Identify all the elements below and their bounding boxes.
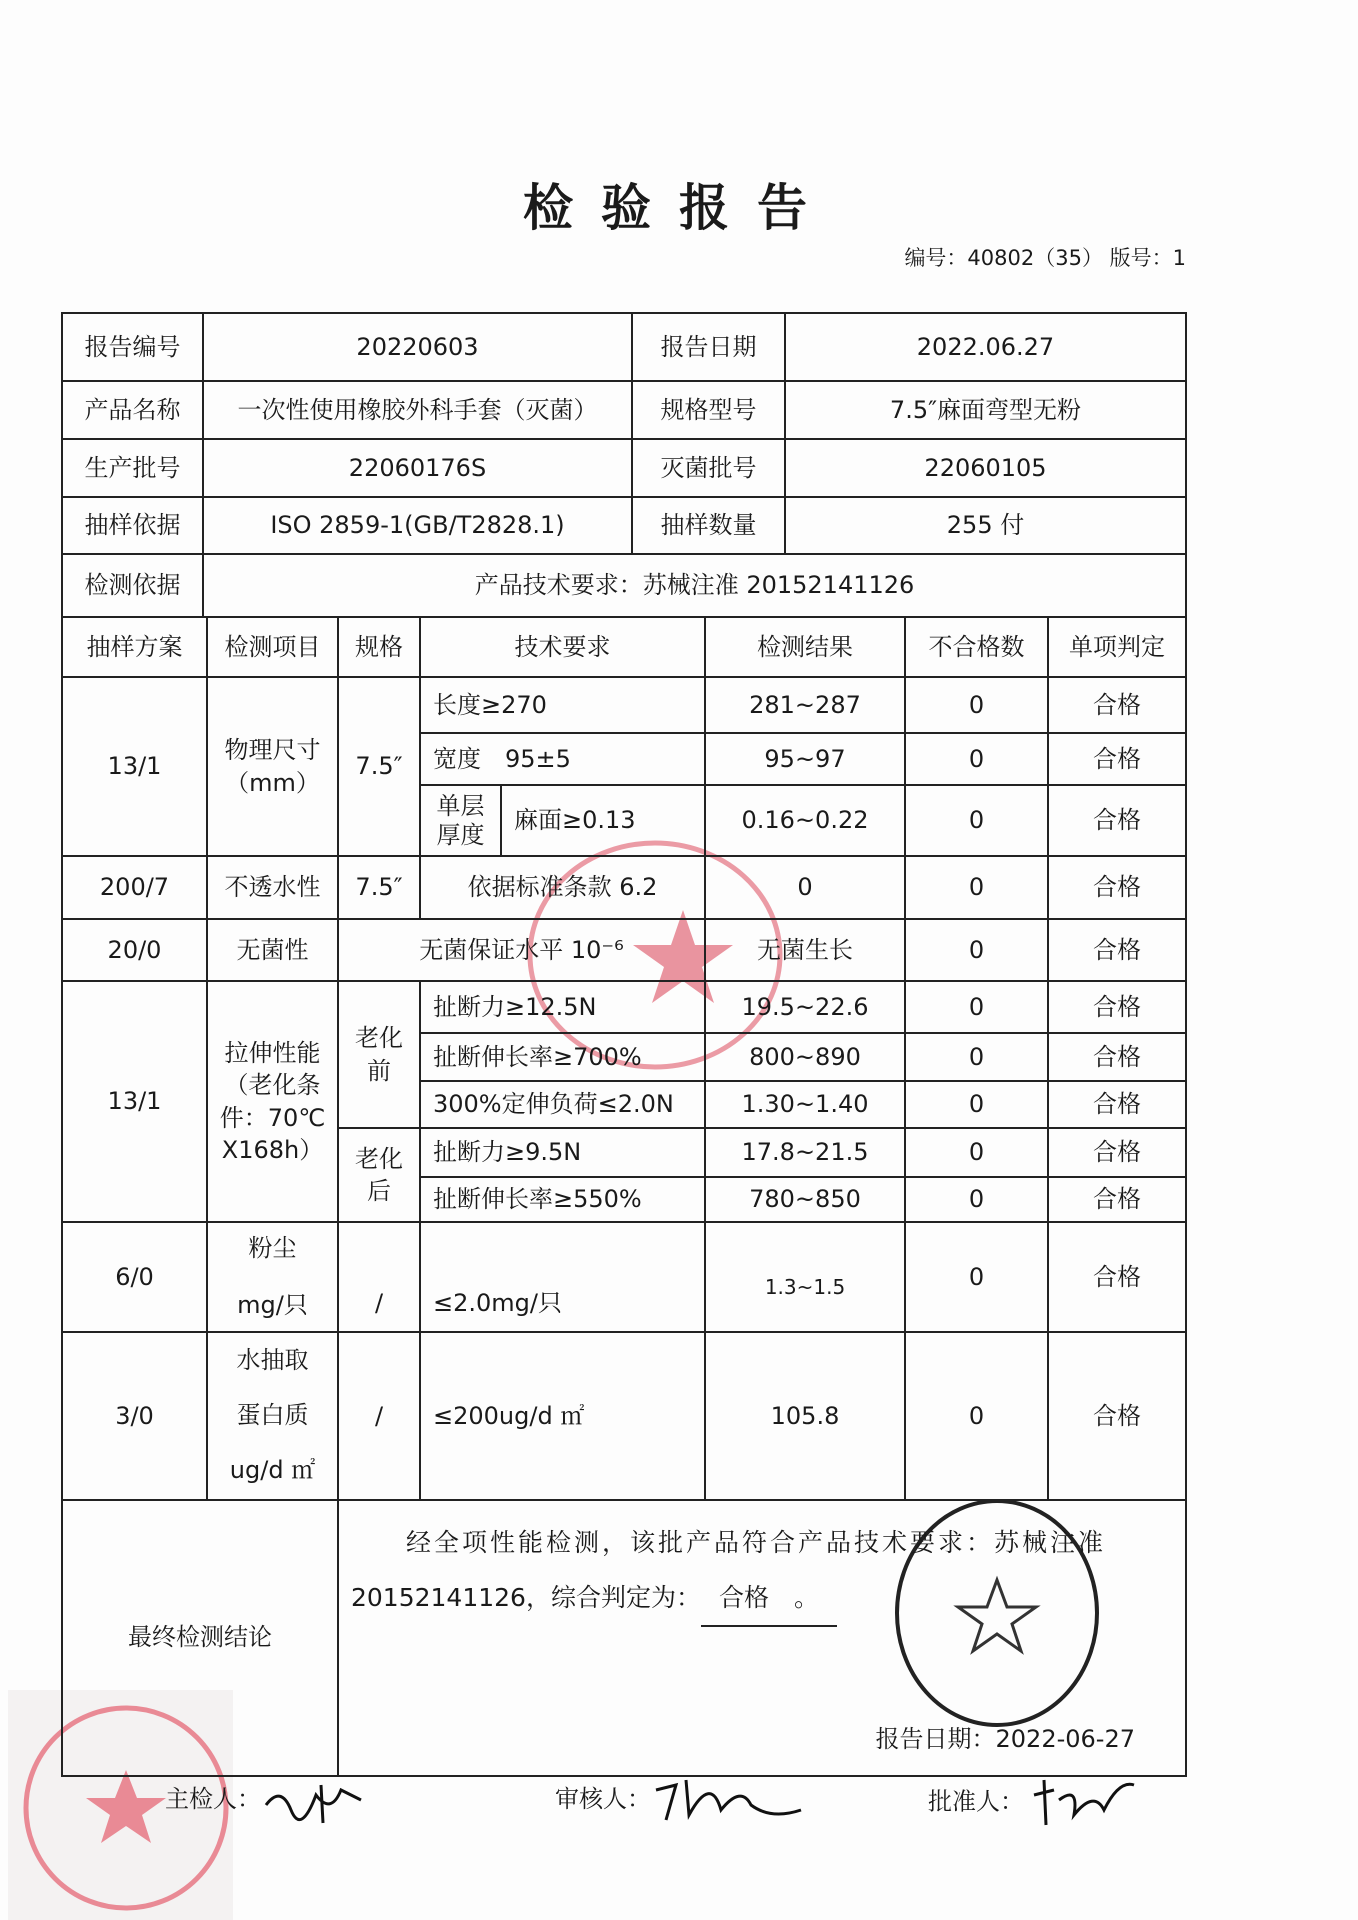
- req: 扯断力≥9.5N: [420, 1128, 705, 1177]
- spec: /: [338, 1332, 420, 1500]
- verdict: 合格: [1048, 1081, 1186, 1128]
- basis-value: 产品技术要求：苏械注准 20152141126: [203, 554, 1186, 617]
- inspector-label: 主检人：: [165, 1785, 261, 1813]
- result: 无菌生长: [705, 919, 905, 981]
- table-row: [62, 677, 1186, 733]
- item: 不透水性: [207, 856, 338, 919]
- field-value: ISO 2859-1(GB/T2828.1): [203, 497, 632, 554]
- req: 宽度 95±5: [420, 733, 705, 785]
- field-value: 7.5″麻面弯型无粉: [785, 381, 1186, 439]
- result: 95~97: [705, 733, 905, 785]
- conclusion-line2: [351, 1570, 1177, 1627]
- header-row: [62, 381, 1186, 439]
- table-row: [62, 1332, 1186, 1500]
- col-result: 检测结果: [705, 617, 905, 677]
- field-label: 生产批号: [62, 439, 203, 497]
- result: 0.16~0.22: [705, 785, 905, 856]
- aging-before: 老化 前: [338, 981, 420, 1128]
- field-label: 报告编号: [62, 313, 203, 381]
- result: 1.3~1.5: [705, 1222, 905, 1332]
- col-req: 技术要求: [420, 617, 705, 677]
- item: 无菌性: [207, 919, 338, 981]
- reviewer-label: 审核人：: [555, 1785, 651, 1813]
- conclusion-label: 最终检测结论: [62, 1500, 338, 1776]
- field-label: 抽样数量: [632, 497, 785, 554]
- fail: 0: [905, 1332, 1048, 1500]
- plan: 20/0: [62, 919, 207, 981]
- conclusion-line1: 经全项性能检测，该批产品符合产品技术要求：苏械注准: [406, 1527, 1107, 1557]
- req: 无菌保证水平 10⁻⁶: [338, 919, 705, 981]
- req: 扯断伸长率≥700%: [420, 1033, 705, 1081]
- fail: 0: [905, 785, 1048, 856]
- plan: 13/1: [62, 677, 207, 856]
- table-row: [62, 981, 1186, 1033]
- plan: 3/0: [62, 1332, 207, 1500]
- approver-signature: [928, 1775, 1144, 1830]
- fail: 0: [905, 1222, 1048, 1332]
- report-title: 检验报告: [523, 178, 835, 237]
- item: 水抽取 蛋白质 ug/d ㎡: [207, 1332, 338, 1500]
- result: 1.30~1.40: [705, 1081, 905, 1128]
- spec: 7.5″: [338, 677, 420, 856]
- field-value: 2022.06.27: [785, 313, 1186, 381]
- verdict: 合格: [1048, 1222, 1186, 1332]
- final-verdict: [701, 1570, 837, 1627]
- verdict: 合格: [1048, 919, 1186, 981]
- result: 0: [705, 856, 905, 919]
- verdict: 合格: [1048, 677, 1186, 733]
- field-value: 22060105: [785, 439, 1186, 497]
- col-fail: 不合格数: [905, 617, 1048, 677]
- verdict: 合格: [1048, 1332, 1186, 1500]
- fail: 0: [905, 1177, 1048, 1222]
- verdict: 合格: [1048, 733, 1186, 785]
- table-row: [62, 1222, 1186, 1332]
- req: 扯断力≥12.5N: [420, 981, 705, 1033]
- verdict: 合格: [1048, 856, 1186, 919]
- req: ≤2.0mg/只: [420, 1222, 705, 1332]
- result: 19.5~22.6: [705, 981, 905, 1033]
- field-label: 报告日期: [632, 313, 785, 381]
- header-row: [62, 439, 1186, 497]
- plan: 6/0: [62, 1222, 207, 1332]
- inspector-signature: [165, 1775, 371, 1825]
- approver-signature-mark: [1024, 1775, 1144, 1830]
- result: 105.8: [705, 1332, 905, 1500]
- fail: 0: [905, 919, 1048, 981]
- field-label: 产品名称: [62, 381, 203, 439]
- req: 长度≥270: [420, 677, 705, 733]
- field-value: 一次性使用橡胶外科手套（灭菌）: [203, 381, 632, 439]
- document-number: 编号：40802（35） 版号：1: [904, 246, 1186, 270]
- field-label: 灭菌批号: [632, 439, 785, 497]
- aging-after: 老化 后: [338, 1128, 420, 1222]
- inspector-signature-mark: [261, 1775, 371, 1825]
- verdict-end: 。: [794, 1582, 820, 1612]
- fail: 0: [905, 856, 1048, 919]
- col-spec: 规格: [338, 617, 420, 677]
- fail: 0: [905, 677, 1048, 733]
- item: 拉伸性能 （老化条 件：70℃ X168h）: [207, 981, 338, 1222]
- test-results-table: [61, 616, 1187, 1777]
- fail: 0: [905, 1081, 1048, 1128]
- verdict-text: 合格: [718, 1582, 769, 1612]
- result: 281~287: [705, 677, 905, 733]
- req: ≤200ug/d ㎡: [420, 1332, 705, 1500]
- conclusion-text: [338, 1500, 1186, 1776]
- result: 780~850: [705, 1177, 905, 1222]
- fail: 0: [905, 1128, 1048, 1177]
- fail: 0: [905, 733, 1048, 785]
- report-date: 报告日期：2022-06-27: [875, 1724, 1135, 1753]
- table-row: [62, 856, 1186, 919]
- fail: 0: [905, 1033, 1048, 1081]
- conclusion-prefix: 20152141126，综合判定为：: [351, 1582, 701, 1612]
- reviewer-signature: [555, 1775, 811, 1825]
- verdict: 合格: [1048, 785, 1186, 856]
- reviewer-signature-mark: [651, 1775, 811, 1825]
- col-plan: 抽样方案: [62, 617, 207, 677]
- req: 麻面≥0.13: [501, 785, 705, 856]
- fail: 0: [905, 981, 1048, 1033]
- conclusion-row: [62, 1500, 1186, 1776]
- field-value: 255 付: [785, 497, 1186, 554]
- header-row: [62, 313, 1186, 381]
- spec: 7.5″: [338, 856, 420, 919]
- field-label: 规格型号: [632, 381, 785, 439]
- verdict: 合格: [1048, 1177, 1186, 1222]
- approver-label: 批准人：: [928, 1787, 1024, 1816]
- verdict: 合格: [1048, 1033, 1186, 1081]
- spec: /: [338, 1222, 420, 1332]
- item: 物理尺寸 （mm）: [207, 677, 338, 856]
- plan: 200/7: [62, 856, 207, 919]
- verdict: 合格: [1048, 981, 1186, 1033]
- report-header-table: [61, 312, 1187, 618]
- sub-item: 单层 厚度: [420, 785, 501, 856]
- req: 300%定伸负荷≤2.0N: [420, 1081, 705, 1128]
- result: 17.8~21.5: [705, 1128, 905, 1177]
- field-value: 22060176S: [203, 439, 632, 497]
- result: 800~890: [705, 1033, 905, 1081]
- req: 依据标准条款 6.2: [420, 856, 705, 919]
- item: 粉尘 mg/只: [207, 1222, 338, 1332]
- field-value: 20220603: [203, 313, 632, 381]
- col-item: 检测项目: [207, 617, 338, 677]
- plan: 13/1: [62, 981, 207, 1222]
- table-row: [62, 919, 1186, 981]
- verdict: 合格: [1048, 1128, 1186, 1177]
- field-label: 抽样依据: [62, 497, 203, 554]
- basis-label: 检测依据: [62, 554, 203, 617]
- req: 扯断伸长率≥550%: [420, 1177, 705, 1222]
- col-verdict: 单项判定: [1048, 617, 1186, 677]
- header-row: [62, 497, 1186, 554]
